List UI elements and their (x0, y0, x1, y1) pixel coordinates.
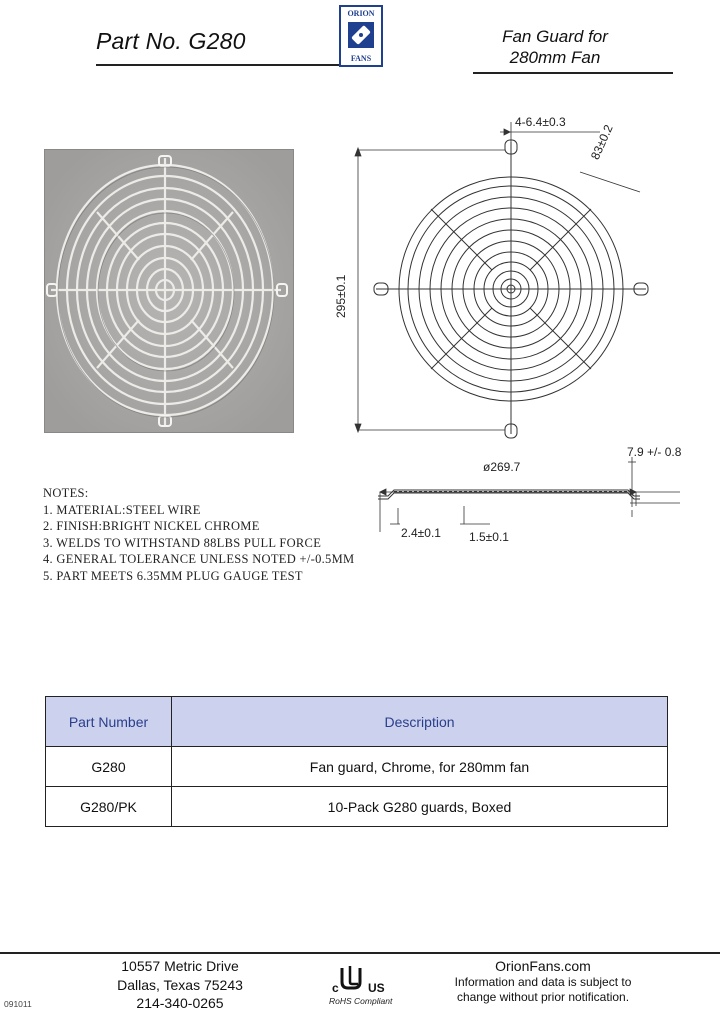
notes-heading: NOTES: (43, 486, 89, 500)
table-cell-part-number: G280 (46, 747, 172, 787)
website-info (448, 957, 638, 1005)
subtitle-underline (473, 72, 673, 74)
notes-section (43, 485, 354, 585)
subtitle (470, 26, 640, 68)
cert-c-label: c (332, 981, 339, 995)
note-item: 2. FINISH:BRIGHT NICKEL CHROME (43, 519, 260, 534)
dimension-wire-b: 1.5±0.1 (469, 530, 509, 544)
subtitle-line-1: Fan Guard for (502, 27, 608, 46)
product-photo (44, 149, 294, 433)
footer-divider (0, 952, 720, 954)
address-line-1: 10557 Metric Drive (121, 958, 239, 974)
orion-fans-logo (339, 5, 383, 67)
date-code: 091011 (4, 999, 32, 1009)
dimension-bolt-spacing: 83±0.2 (588, 122, 616, 162)
page-title: Part No. G280 (96, 28, 246, 54)
column-header-description: Description (172, 697, 668, 747)
dimension-wire-a: 2.4±0.1 (401, 526, 441, 540)
dimension-holes: 4-6.4±0.3 (515, 115, 566, 129)
company-address (100, 957, 260, 1013)
note-item: 3. WELDS TO WITHSTAND 88LBS PULL FORCE (43, 535, 322, 550)
website-link[interactable]: OrionFans.com (495, 958, 591, 974)
note-item: 5. PART MEETS 6.35MM PLUG GAUGE TEST (43, 568, 303, 583)
dimension-diameter: ø269.7 (483, 460, 521, 474)
phone-number: 214-340-0265 (136, 995, 224, 1011)
logo-text-bottom: FANS (350, 54, 372, 63)
table-cell-description: 10-Pack G280 guards, Boxed (172, 787, 668, 827)
column-header-part-number: Part Number (46, 697, 172, 747)
technical-drawing (334, 112, 720, 552)
table-header-row (46, 697, 668, 747)
rohs-compliant-label: RoHS Compliant (329, 996, 393, 1006)
note-item: 4. GENERAL TOLERANCE UNLESS NOTED +/-0.5MM (43, 552, 355, 567)
title-underline (96, 64, 346, 66)
logo-fan-icon (348, 22, 374, 48)
logo-text-top: ORION (347, 9, 375, 18)
notice-line-2: change without prior notification. (456, 990, 630, 1004)
dimension-height: 295±0.1 (334, 274, 348, 318)
notice-line-1: Information and data is subject to (454, 975, 632, 989)
table-row (46, 787, 668, 827)
table-row (46, 747, 668, 787)
part-table (45, 696, 668, 827)
cert-us-label: US (368, 981, 385, 995)
address-line-2: Dallas, Texas 75243 (117, 976, 243, 993)
dimension-depth: 7.9 +/- 0.8 (627, 445, 682, 459)
note-item: 1. MATERIAL:STEEL WIRE (43, 502, 201, 517)
table-cell-part-number: G280/PK (46, 787, 172, 827)
table-cell-description: Fan guard, Chrome, for 280mm fan (172, 747, 668, 787)
subtitle-line-2: 280mm Fan (509, 48, 601, 67)
